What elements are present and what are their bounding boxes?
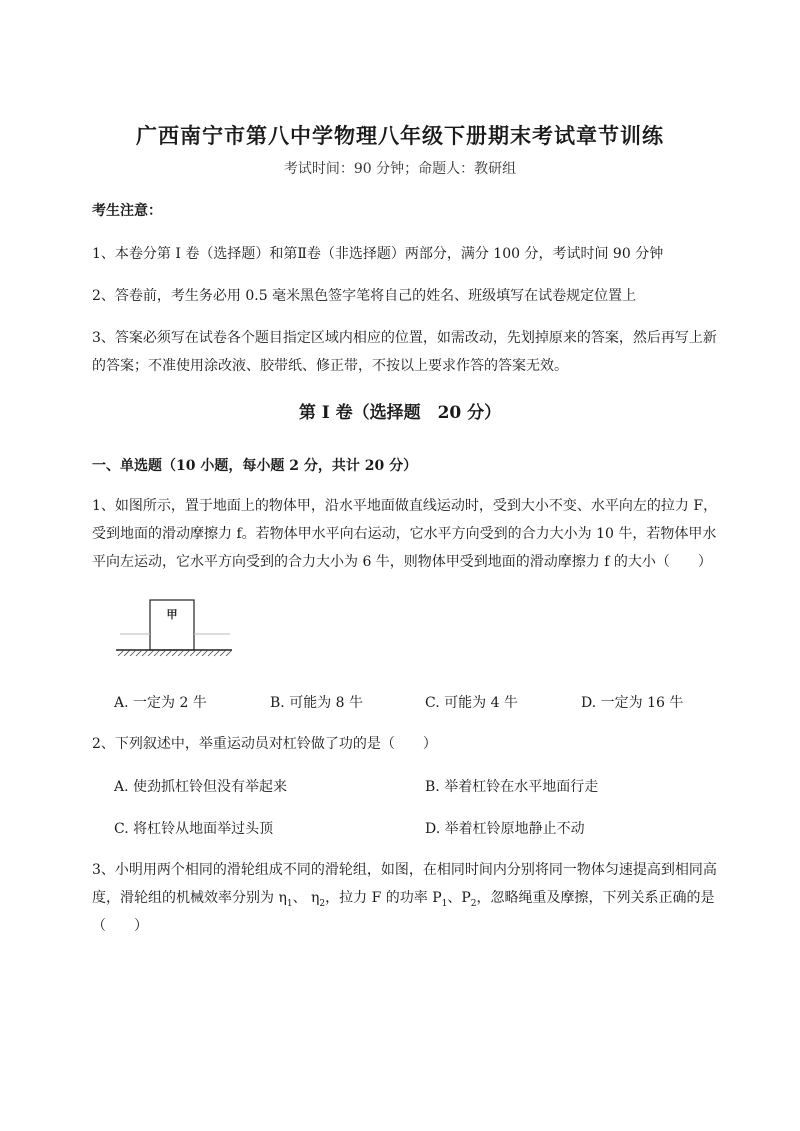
page-title: 广西南宁市第八中学物理八年级下册期末考试章节训练 <box>136 123 664 148</box>
q3-stem-line-1: 3、小明用两个相同的滑轮组成不同的滑轮组，如图，在相同时间内分别将同一物体匀速提高到相同高 <box>92 862 717 878</box>
q1-stem-line-3: 平向左运动，它水平方向受到的合力大小为 6 牛，则物体甲受到地面的滑动摩擦力 f 的大小（ ） <box>92 554 712 570</box>
notice-heading: 考生注意： <box>92 203 162 219</box>
q3-sub-p2: 2 <box>470 898 477 909</box>
q2-option-a[interactable]: A. 使劲抓杠铃但没有举起来 <box>114 779 288 795</box>
q1-option-a[interactable]: A. 一定为 2 牛 <box>114 695 207 711</box>
exam-info: 考试时间：90 分钟；命题人：教研组 <box>283 161 517 177</box>
q1-figure <box>112 598 236 662</box>
q2-stem: 2、下列叙述中，举重运动员对杠铃做了功的是（ ） <box>92 736 437 752</box>
notice-item-1: 1、本卷分第 I 卷（选择题）和第Ⅱ卷（非选择题）两部分，满分 100 分，考试时间 90 分钟 <box>92 246 664 262</box>
q3-text-b: 、 η <box>292 890 320 906</box>
q1-option-b[interactable]: B. 可能为 8 牛 <box>270 695 363 711</box>
section-title: 第 I 卷（选择题 20 分） <box>298 403 502 423</box>
q2-option-c[interactable]: C. 将杠铃从地面举过头顶 <box>114 821 274 837</box>
q2-option-b[interactable]: B. 举着杠铃在水平地面行走 <box>425 779 599 795</box>
notice-item-2: 2、答卷前，考生务必用 0.5 毫米黑色签字笔将自己的姓名、班级填写在试卷规定位置上 <box>92 288 637 304</box>
q1-stem-line-1: 1、如图所示，置于地面上的物体甲，沿水平地面做直线运动时，受到大小不变、水平向左的拉力 F， <box>92 498 718 514</box>
q3-sub-eta1: 1 <box>286 898 293 909</box>
q1-stem-line-2: 受到地面的滑动摩擦力 f。若物体甲水平向右运动，它水平方向受到的合力大小为 10 牛，若物体甲水 <box>92 526 717 542</box>
notice-item-3-cont: 的答案；不准使用涂改液、胶带纸、修正带，不按以上要求作答的答案无效。 <box>92 358 568 374</box>
q3-text-e: ，忽略绳重及摩擦，下列关系正确的是 <box>476 890 715 906</box>
part-heading: 一、单选题（10 小题，每小题 2 分，共计 20 分） <box>92 458 418 474</box>
block-on-ground-diagram <box>112 598 236 662</box>
block-label: 甲 <box>166 608 178 621</box>
q3-text-a: 度，滑轮组的机械效率分别为 η <box>92 890 287 906</box>
q3-answer-bracket: （ ） <box>92 918 148 934</box>
q3-sub-p1: 1 <box>441 898 448 909</box>
q1-option-c[interactable]: C. 可能为 4 牛 <box>425 695 518 711</box>
q3-sub-eta2: 2 <box>319 898 326 909</box>
q1-option-d[interactable]: D. 一定为 16 牛 <box>581 695 684 711</box>
notice-item-3: 3、答案必须写在试卷各个题目指定区域内相应的位置，如需改动，先划掉原来的答案，然后再写上新 <box>92 330 717 346</box>
q3-text-c: ，拉力 F 的功率 P <box>325 890 442 906</box>
q3-text-d: 、P <box>447 890 471 906</box>
q2-option-d[interactable]: D. 举着杠铃原地静止不动 <box>425 821 585 837</box>
